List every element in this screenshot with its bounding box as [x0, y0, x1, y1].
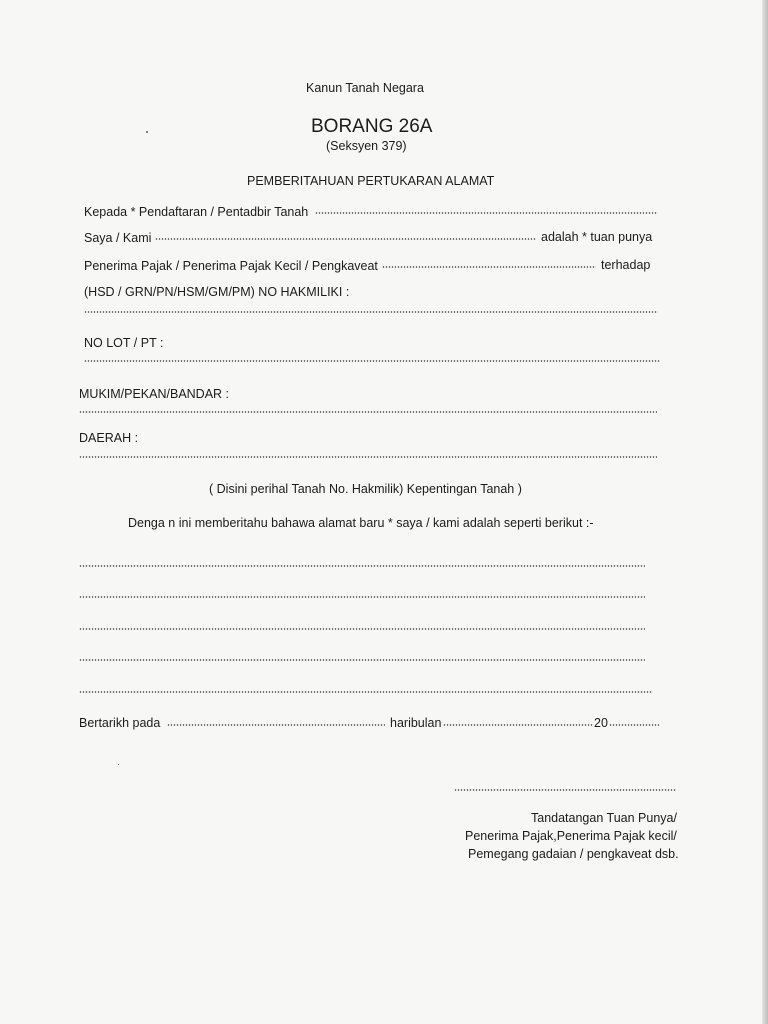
terhadap-label: terhadap [601, 258, 651, 272]
signature-dotted-line[interactable] [454, 787, 676, 793]
address-line-1[interactable] [79, 563, 645, 569]
kepada-label: Kepada * Pendaftaran / Pentadbir Tanah [84, 205, 309, 219]
address-line-4[interactable] [79, 657, 645, 663]
scan-speck [118, 764, 119, 765]
year-prefix: 20 [594, 716, 608, 730]
daerah-dotted-line[interactable] [79, 454, 657, 460]
mukim-label: MUKIM/PEKAN/BANDAR : [79, 387, 230, 401]
date-month-dotted-line[interactable] [443, 722, 593, 728]
form-section: (Seksyen 379) [326, 139, 407, 153]
date-year-dotted-line[interactable] [609, 722, 659, 728]
scan-page-edge [762, 0, 768, 1024]
nolot-label: NO LOT / PT : [84, 336, 164, 350]
date-day-dotted-line[interactable] [167, 722, 385, 728]
nolot-dotted-line[interactable] [84, 358, 660, 364]
haribulan-label: haribulan [390, 716, 442, 730]
signature-line-2: Penerima Pajak,Penerima Pajak kecil/ [465, 829, 677, 843]
saya-dotted-line[interactable] [155, 236, 536, 242]
hsd-dotted-line[interactable] [84, 309, 658, 315]
scan-speck [146, 131, 148, 133]
hsd-label: (HSD / GRN/PN/HSM/GM/PM) NO HAKMILIKI : [84, 285, 350, 299]
act-title: Kanun Tanah Negara [306, 81, 424, 95]
address-line-3[interactable] [79, 626, 645, 632]
address-statement: Denga n ini memberitahu bahawa alamat baru * saya / kami adalah seperti berikut :- [128, 516, 594, 530]
form-title: PEMBERITAHUAN PERTUKARAN ALAMAT [247, 174, 495, 188]
adalah-label: adalah * tuan punya [541, 230, 653, 244]
daerah-label: DAERAH : [79, 431, 139, 445]
penerima-dotted-line[interactable] [382, 264, 596, 270]
bertarikh-label: Bertarikh pada [79, 716, 161, 730]
form-number: BORANG 26A [311, 116, 433, 137]
land-note: ( Disini perihal Tanah No. Hakmilik) Kepentingan Tanah ) [209, 482, 522, 496]
signature-line-1: Tandatangan Tuan Punya/ [531, 811, 677, 825]
signature-line-3: Pemegang gadaian / pengkaveat dsb. [468, 847, 679, 861]
saya-label: Saya / Kami [84, 231, 152, 245]
kepada-dotted-line[interactable] [315, 210, 658, 216]
address-line-2[interactable] [79, 594, 645, 600]
address-line-5[interactable] [79, 689, 653, 695]
mukim-dotted-line[interactable] [79, 409, 657, 415]
penerima-label: Penerima Pajak / Penerima Pajak Kecil / Pengkaveat [84, 259, 378, 273]
